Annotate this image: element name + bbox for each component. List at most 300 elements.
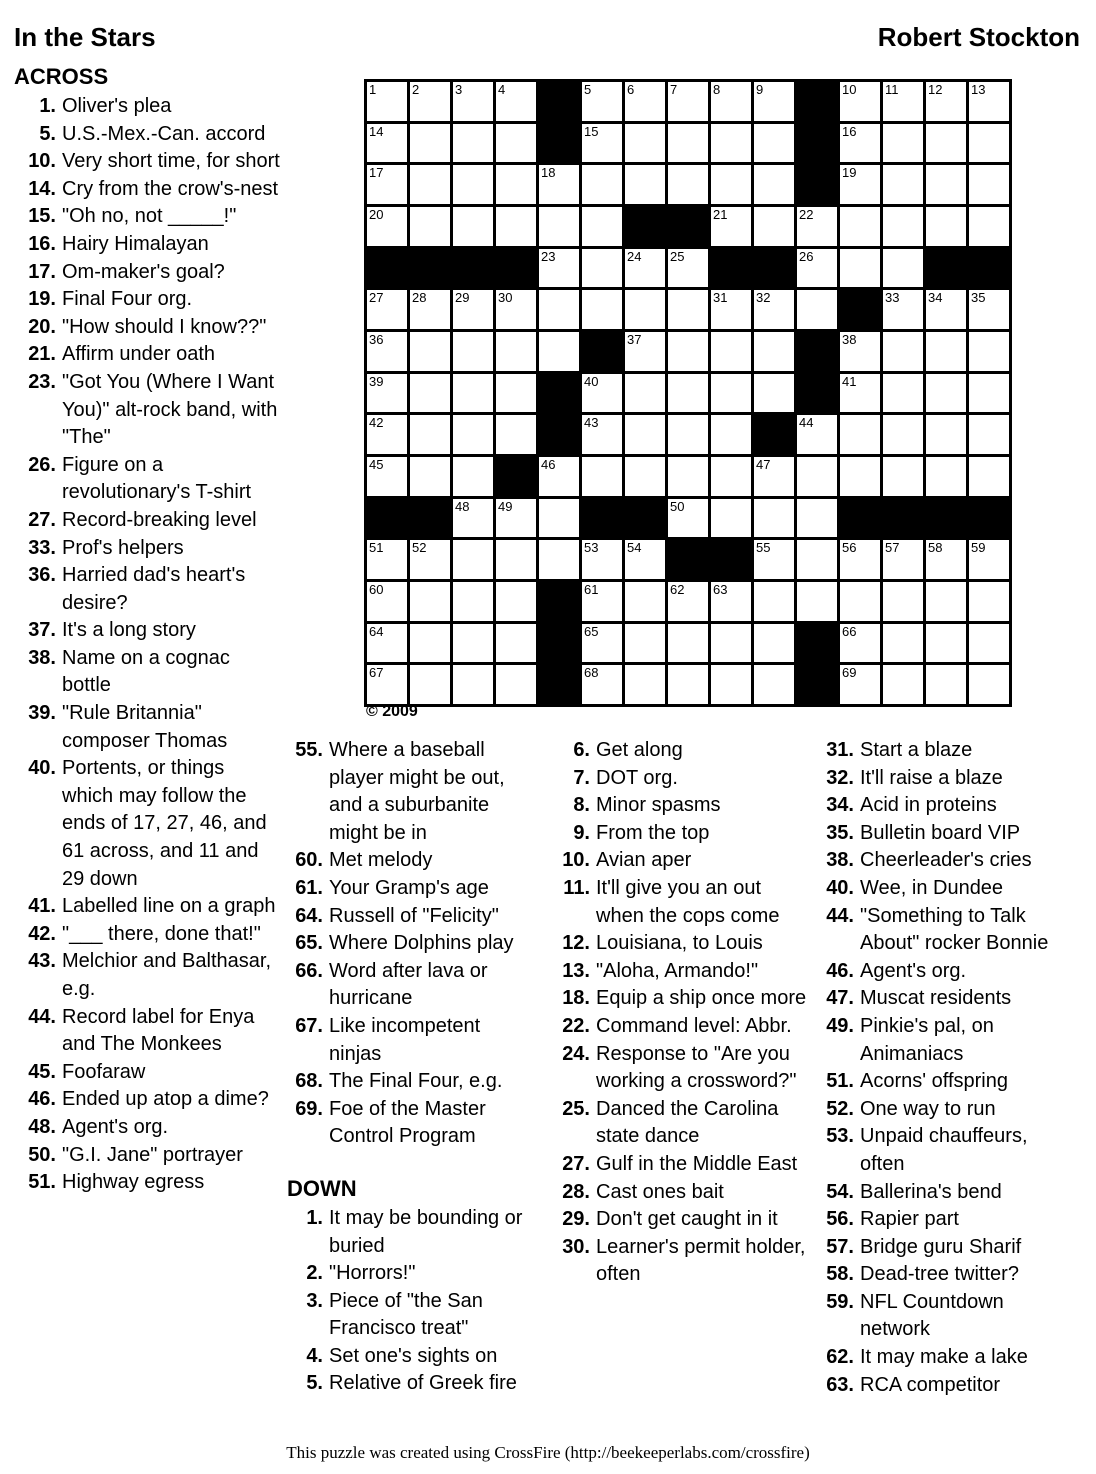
grid-cell [582, 415, 622, 454]
grid-cell [883, 207, 923, 246]
clue-number: 50. [28, 1143, 56, 1166]
grid-cell [840, 165, 880, 204]
cell-number: 19 [842, 165, 857, 181]
down-clue-35 [820, 820, 1064, 848]
grid-cell [453, 582, 493, 621]
across-clue-66 [287, 958, 537, 1013]
grid-black-cell [926, 499, 966, 538]
clue-text: Avian aper [596, 849, 692, 872]
grid-cell [969, 415, 1009, 454]
grid-cell [926, 540, 966, 579]
grid-cell [453, 374, 493, 413]
grid-cell [367, 332, 407, 371]
grid-cell [453, 332, 493, 371]
cell-number: 45 [369, 457, 384, 472]
author-byline: Robert Stockton [877, 22, 1080, 52]
grid-black-cell [797, 624, 837, 663]
clue-number: 11. [563, 876, 590, 899]
down-header: DOWN [287, 1175, 357, 1201]
down-clue-25 [556, 1096, 808, 1151]
grid-cell [840, 415, 880, 454]
grid-cell [496, 374, 536, 413]
clue-number: 51. [28, 1171, 56, 1194]
grid-cell [367, 582, 407, 621]
clue-number: 51. [826, 1070, 854, 1093]
grid-cell [883, 82, 923, 121]
grid-cell [926, 582, 966, 621]
clue-text: Like incompetent ninjas [329, 1014, 481, 1065]
across-clue-38 [14, 645, 280, 700]
down-clue-13 [556, 958, 808, 986]
grid-cell [926, 290, 966, 329]
clue-text: Learner's permit holder, often [596, 1235, 806, 1286]
cell-number: 11 [885, 82, 899, 97]
grid-cell [926, 124, 966, 163]
grid-cell [453, 665, 493, 704]
grid-cell [711, 165, 751, 204]
clue-number: 54. [826, 1180, 854, 1203]
cell-number: 1 [369, 82, 377, 97]
grid-cell [840, 582, 880, 621]
clue-text: Record-breaking level [62, 508, 257, 531]
clue-text: "Got You (Where I Want You)" alt-rock band, with "The" [62, 370, 278, 449]
clue-number: 15. [28, 205, 56, 228]
cell-number: 63 [713, 582, 728, 597]
grid-cell [625, 415, 665, 454]
across-clue-20 [14, 314, 280, 342]
grid-cell [410, 415, 450, 454]
grid-cell [754, 457, 794, 496]
across-clue-69 [287, 1096, 537, 1151]
grid-cell [754, 540, 794, 579]
clue-text: Gulf in the Middle East [596, 1152, 798, 1175]
grid-cell [453, 540, 493, 579]
clue-number: 42. [28, 922, 56, 945]
cell-number: 41 [842, 373, 857, 389]
clue-number: 59. [826, 1290, 854, 1313]
across-clue-23 [14, 369, 280, 452]
clue-number: 66. [295, 959, 323, 982]
grid-cell [883, 290, 923, 329]
grid-cell [711, 582, 751, 621]
clue-number: 52. [826, 1097, 854, 1120]
clue-text: Labelled line on a graph [62, 895, 276, 918]
grid-cell [926, 165, 966, 204]
grid-cell [367, 82, 407, 121]
clue-number: 23. [28, 370, 56, 393]
grid-black-cell [539, 624, 579, 663]
grid-cell [754, 332, 794, 371]
across-clue-16 [14, 231, 280, 259]
grid-cell [367, 165, 407, 204]
grid-cell [539, 499, 579, 538]
across-clue-33 [14, 535, 280, 563]
grid-cell [625, 624, 665, 663]
across-clue-40 [14, 755, 280, 893]
clue-number: 58. [826, 1263, 854, 1286]
grid-cell [410, 624, 450, 663]
cell-number: 27 [369, 290, 384, 306]
clue-number: 41. [28, 895, 56, 918]
cell-number: 8 [713, 82, 721, 97]
grid-black-cell [625, 499, 665, 538]
grid-cell [969, 540, 1009, 579]
cell-number: 49 [498, 498, 513, 514]
across-clue-27 [14, 507, 280, 535]
clue-number: 12. [562, 932, 590, 955]
down-clue-24 [556, 1041, 808, 1096]
clue-number: 53. [826, 1125, 854, 1148]
clue-number: 13. [562, 959, 590, 982]
grid-cell [797, 415, 837, 454]
grid-cell [668, 82, 708, 121]
grid-black-cell [797, 124, 837, 163]
clue-text: Ballerina's bend [860, 1180, 1002, 1203]
cell-number: 39 [369, 373, 384, 389]
cell-number: 51 [369, 540, 384, 556]
grid-cell [625, 82, 665, 121]
cell-number: 26 [799, 248, 814, 264]
grid-cell [754, 165, 794, 204]
cell-number: 3 [455, 82, 463, 97]
clue-text: Cast ones bait [596, 1180, 724, 1203]
cell-number: 42 [369, 415, 384, 431]
grid-cell [883, 582, 923, 621]
cell-number: 38 [842, 332, 857, 347]
grid-cell [582, 290, 622, 329]
clue-text: Portents, or things which may follow the ends of 17, 27, 46, and 61 across, and 11 and 29 down [62, 757, 267, 890]
clue-text: Om-maker's goal? [62, 260, 225, 283]
across-clue-39 [14, 700, 280, 755]
grid-cell [797, 499, 837, 538]
clue-number: 45. [28, 1060, 56, 1083]
grid-cell [582, 82, 622, 121]
cell-number: 48 [455, 498, 470, 514]
grid-cell [582, 665, 622, 704]
cell-number: 44 [799, 415, 814, 431]
clue-text: Record label for Enya and The Monkees [62, 1005, 255, 1056]
cell-number: 33 [885, 290, 900, 306]
clue-number: 69. [295, 1097, 323, 1120]
clue-text: "___ there, done that!" [62, 922, 261, 945]
clue-number: 46. [826, 959, 854, 982]
grid-black-cell [539, 665, 579, 704]
clue-text: Relative of Greek fire [329, 1372, 517, 1395]
across-clue-17 [14, 259, 280, 287]
grid-black-cell [367, 249, 407, 288]
cell-number: 6 [627, 82, 635, 97]
across-clue-51 [14, 1169, 280, 1197]
grid-cell [754, 665, 794, 704]
clue-number: 65. [295, 932, 323, 955]
grid-cell [969, 165, 1009, 204]
cell-number: 56 [842, 540, 857, 556]
clue-text: "How should I know??" [62, 315, 267, 338]
grid-black-cell [668, 540, 708, 579]
clue-text: Melchior and Balthasar, e.g. [62, 950, 272, 1000]
clue-number: 32. [826, 766, 854, 789]
clue-text: Set one's sights on [329, 1344, 498, 1367]
across-clue-55 [287, 737, 537, 847]
grid-cell [926, 457, 966, 496]
cell-number: 62 [670, 582, 685, 597]
clue-text: Bridge guru Sharif [860, 1235, 1022, 1258]
clue-number: 63. [826, 1373, 854, 1396]
down-clue-52 [820, 1096, 1064, 1124]
cell-number: 52 [412, 540, 427, 556]
grid-cell [926, 415, 966, 454]
down-clue-59 [820, 1289, 1064, 1344]
cell-number: 64 [369, 623, 384, 639]
grid-cell [367, 124, 407, 163]
grid-cell [367, 457, 407, 496]
across-clue-48 [14, 1114, 280, 1142]
grid-black-cell [582, 332, 622, 371]
clue-text: Equip a ship once more [596, 987, 807, 1010]
grid-cell [625, 540, 665, 579]
across-clue-14 [14, 176, 280, 204]
across-clue-45 [14, 1059, 280, 1087]
clue-number: 35. [826, 821, 854, 844]
grid-cell [754, 374, 794, 413]
down-clue-44 [820, 903, 1064, 958]
grid-cell [969, 82, 1009, 121]
grid-cell [797, 207, 837, 246]
grid-cell [453, 165, 493, 204]
clue-text: Acorns' offspring [860, 1070, 1008, 1093]
generator-credit: This puzzle was created using CrossFire (http://beekeeperlabs.com/crossfire) [286, 1443, 810, 1462]
across-clue-46 [14, 1086, 280, 1114]
grid-cell [582, 374, 622, 413]
clue-number: 22. [562, 1014, 590, 1037]
grid-cell [496, 540, 536, 579]
clue-number: 39. [28, 702, 56, 725]
grid-black-cell [410, 249, 450, 288]
grid-black-cell [539, 374, 579, 413]
grid-cell [410, 665, 450, 704]
clue-number: 57. [826, 1235, 854, 1258]
clue-text: Start a blaze [860, 739, 973, 761]
across-clue-37 [14, 617, 280, 645]
grid-cell [840, 82, 880, 121]
grid-cell [797, 582, 837, 621]
grid-cell [711, 82, 751, 121]
cell-number: 9 [756, 82, 764, 97]
grid-cell [969, 124, 1009, 163]
clue-number: 19. [28, 288, 56, 311]
down-clue-34 [820, 792, 1064, 820]
grid-cell [582, 540, 622, 579]
across-clue-5 [14, 121, 280, 149]
grid-cell [496, 499, 536, 538]
across-clue-44 [14, 1004, 280, 1059]
clue-text: Dead-tree twitter? [860, 1263, 1019, 1286]
clue-number: 14. [28, 177, 56, 200]
grid-cell [453, 207, 493, 246]
cell-number: 67 [369, 665, 384, 681]
clue-number: 18. [562, 987, 590, 1010]
clue-number: 2. [306, 1262, 323, 1285]
clue-number: 47. [826, 987, 854, 1010]
clue-number: 37. [28, 619, 56, 642]
grid-cell [668, 457, 708, 496]
grid-cell [711, 665, 751, 704]
copyright-note: © 2009 [366, 703, 418, 720]
clue-number: 3. [306, 1289, 323, 1312]
grid-cell [410, 332, 450, 371]
grid-black-cell [496, 249, 536, 288]
clue-text: Rapier part [860, 1208, 959, 1231]
down-clue-5 [287, 1370, 537, 1398]
clue-text: Danced the Carolina state dance [596, 1097, 779, 1148]
down-clue-29 [556, 1206, 808, 1234]
grid-cell [625, 165, 665, 204]
clue-number: 38. [28, 646, 56, 669]
clue-number: 1. [39, 95, 56, 117]
cell-number: 58 [928, 540, 943, 556]
grid-cell [496, 332, 536, 371]
grid-cell [539, 207, 579, 246]
down-clue-30 [556, 1234, 808, 1289]
across-clues-column-2 [287, 737, 537, 1151]
grid-cell [410, 457, 450, 496]
across-clue-21 [14, 341, 280, 369]
grid-cell [410, 207, 450, 246]
clue-number: 9. [573, 821, 590, 844]
grid-cell [367, 415, 407, 454]
down-clue-49 [820, 1013, 1064, 1068]
grid-cell [754, 582, 794, 621]
grid-black-cell [840, 499, 880, 538]
cell-number: 20 [369, 207, 384, 222]
grid-cell [840, 665, 880, 704]
cell-number: 15 [584, 123, 599, 139]
across-clue-42 [14, 921, 280, 949]
across-clue-10 [14, 148, 280, 176]
grid-cell [668, 165, 708, 204]
across-clue-60 [287, 847, 537, 875]
down-clue-28 [556, 1179, 808, 1207]
clue-text: RCA competitor [860, 1373, 1001, 1396]
grid-black-cell [367, 499, 407, 538]
clue-number: 5. [306, 1372, 323, 1395]
cell-number: 31 [713, 290, 728, 306]
clue-text: "G.I. Jane" portrayer [62, 1143, 243, 1166]
cell-number: 47 [756, 457, 771, 472]
clue-text: Met melody [329, 849, 433, 872]
clue-number: 29. [562, 1208, 590, 1231]
grid-cell [840, 124, 880, 163]
clue-text: Prof's helpers [62, 536, 184, 559]
grid-black-cell [797, 82, 837, 121]
clue-number: 10. [562, 849, 590, 872]
down-clue-46 [820, 958, 1064, 986]
down-clue-6 [556, 737, 808, 765]
grid-cell [883, 624, 923, 663]
down-clue-38 [820, 847, 1064, 875]
grid-cell [668, 499, 708, 538]
grid-cell [539, 290, 579, 329]
grid-cell [625, 249, 665, 288]
grid-cell [496, 624, 536, 663]
clue-text: Don't get caught in it [596, 1208, 778, 1231]
grid-cell [711, 124, 751, 163]
down-clue-22 [556, 1013, 808, 1041]
down-clue-9 [556, 820, 808, 848]
clue-text: Harried dad's heart's desire? [62, 564, 246, 614]
grid-black-cell [539, 124, 579, 163]
clue-text: One way to run [860, 1097, 996, 1120]
grid-cell [711, 624, 751, 663]
cell-number: 59 [971, 540, 986, 556]
grid-cell [797, 457, 837, 496]
down-clue-54 [820, 1179, 1064, 1207]
grid-cell [625, 332, 665, 371]
grid-black-cell [539, 582, 579, 621]
clue-number: 30. [562, 1235, 590, 1258]
grid-cell [496, 665, 536, 704]
grid-cell [453, 290, 493, 329]
clue-number: 38. [826, 849, 854, 872]
cell-number: 28 [412, 290, 427, 306]
clue-text: Get along [596, 739, 683, 761]
grid-cell [367, 207, 407, 246]
clue-number: 61. [295, 876, 323, 899]
grid-cell [883, 332, 923, 371]
grid-cell [883, 374, 923, 413]
clue-text: Highway egress [62, 1171, 205, 1194]
clue-text: Your Gramp's age [329, 876, 489, 899]
clue-number: 21. [28, 343, 56, 366]
cell-number: 53 [584, 540, 599, 556]
clue-text: Agent's org. [62, 1115, 169, 1138]
grid-cell [840, 374, 880, 413]
cell-number: 40 [584, 373, 599, 389]
grid-cell [453, 499, 493, 538]
clue-text: "Something to Talk About" rocker Bonnie [860, 904, 1049, 955]
clue-text: Figure on a revolutionary's T-shirt [62, 453, 252, 504]
grid-cell [668, 624, 708, 663]
clue-number: 67. [295, 1014, 323, 1037]
grid-cell [668, 582, 708, 621]
down-clue-62 [820, 1344, 1064, 1372]
cell-number: 10 [842, 82, 857, 97]
grid-cell [496, 207, 536, 246]
clue-number: 46. [28, 1088, 56, 1111]
grid-black-cell [625, 207, 665, 246]
cell-number: 4 [498, 82, 506, 97]
grid-cell [582, 124, 622, 163]
cell-number: 22 [799, 207, 814, 222]
clue-number: 64. [295, 904, 323, 927]
clue-number: 55. [295, 739, 323, 761]
grid-cell [883, 457, 923, 496]
grid-black-cell [883, 499, 923, 538]
clue-number: 36. [28, 564, 56, 587]
clue-text: Final Four org. [62, 288, 193, 311]
grid-black-cell [840, 290, 880, 329]
grid-cell [754, 124, 794, 163]
down-clue-11 [556, 875, 808, 930]
grid-cell [883, 165, 923, 204]
clue-number: 1. [306, 1206, 323, 1229]
grid-cell [367, 290, 407, 329]
grid-cell [668, 374, 708, 413]
across-clue-26 [14, 452, 280, 507]
clue-text: Cry from the crow's-nest [62, 177, 279, 200]
grid-black-cell [797, 332, 837, 371]
clue-number: 5. [39, 122, 56, 145]
